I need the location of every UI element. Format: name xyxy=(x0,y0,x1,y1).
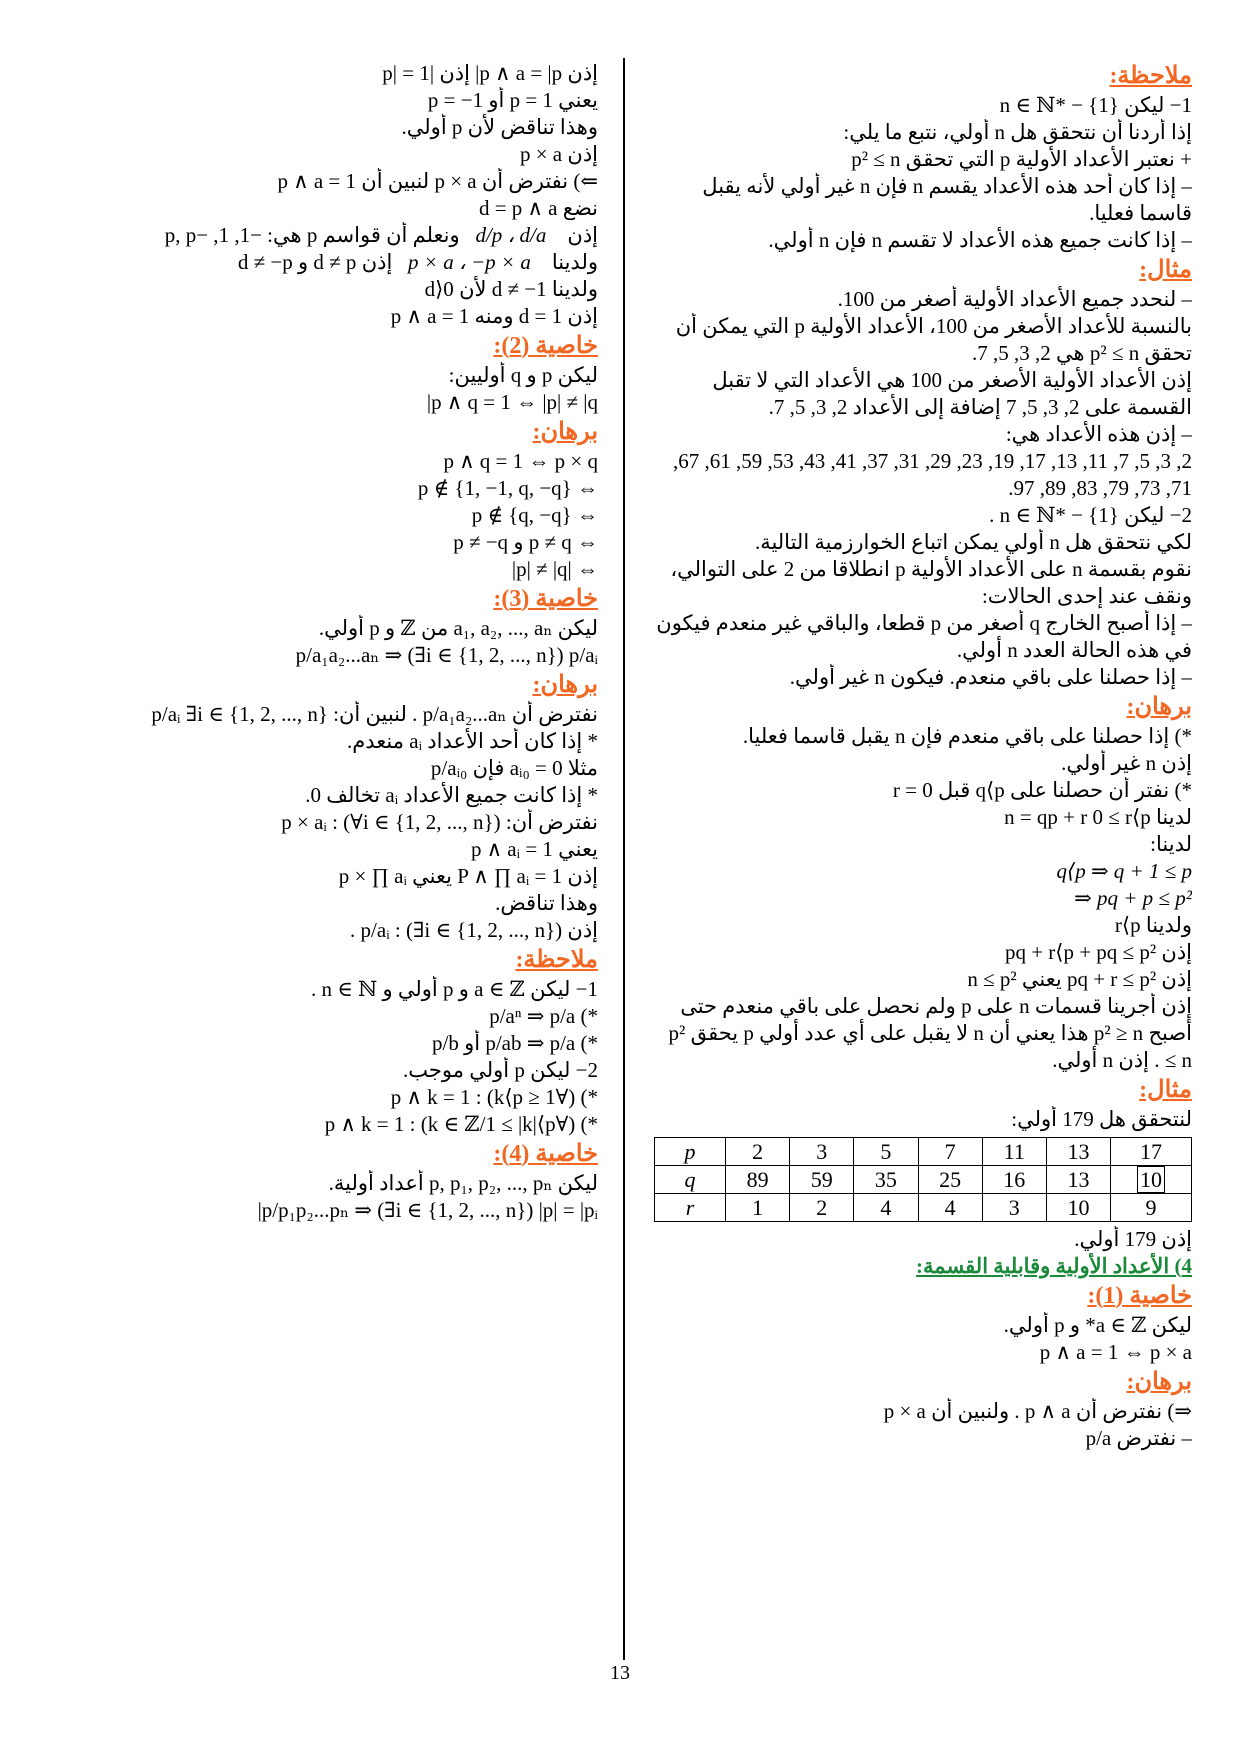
text-line: *) نفتر أن حصلنا على q⟨p قبل r = 0 xyxy=(892,778,1192,802)
text-line xyxy=(86,249,598,276)
system-brace: d/p ، d/a xyxy=(475,223,547,247)
text-line: ⇐) نفترض أن p × a لنبين أن p ∧ a = 1 xyxy=(277,169,598,193)
math-line: ⇔ p ∉ {q, −q} xyxy=(471,503,598,527)
left-column xyxy=(86,60,598,1224)
text-line: إذن 179 أولي. xyxy=(1074,1227,1192,1251)
text-line: إذن الأعداد الأولية الأصغر من 100 هي الأعداد التي لا تقبل القسمة على 2, 3, 5, 7 إضافة إلى الأعداد 2, 3, 5, 7. xyxy=(712,368,1192,419)
text-line: إذن p ∧ a = |p| إذن |p| = 1 xyxy=(382,61,598,85)
math-line: p/p₁p₂...pₙ ⇒ (∃i ∈ {1, 2, ..., n}) |p| = |pᵢ| xyxy=(257,1198,598,1222)
proof-heading: برهان: xyxy=(532,419,598,445)
text-line: – إذن هذه الأعداد هي: xyxy=(1005,422,1192,446)
table-cell: 59 xyxy=(790,1166,854,1194)
text-line: نفترض أن p/a₁a₂...aₙ . لنبين أن: p/aᵢ ∃i ∈ {1, 2, ..., n} xyxy=(151,702,598,726)
table-cell: 89 xyxy=(726,1166,790,1194)
text-line: ليكن p, p₁, p₂, ..., pₙ أعداد أولية. xyxy=(328,1171,598,1195)
text-line: وهذا تناقض لأن p أولي. xyxy=(401,115,598,139)
table-row xyxy=(655,1166,1192,1194)
table-cell: 2 xyxy=(726,1138,790,1166)
text-line: نفترض أن: p × aᵢ : (∀i ∈ {1, 2, ..., n}) xyxy=(281,810,598,834)
primes-list: 2, 3, 5, 7, 11, 13, 17, 19, 23, 29, 31, 37, 41, 43, 53, 59, 61, 67, 71, 73, 79, 83, 89, 97. xyxy=(673,449,1192,500)
text-line: ليكن a ∈ ℤ* و p أولي. xyxy=(1003,1313,1192,1337)
column-divider xyxy=(623,58,625,1660)
text-line: إذن p/aᵢ : (∃i ∈ {1, 2, ..., n}) . xyxy=(350,918,598,942)
text-line: إذن P ∧ ∏ aᵢ = 1 يعني p × ∏ aᵢ xyxy=(338,864,598,888)
text-line: 2− ليكن n ∈ ℕ* − {1} . xyxy=(989,503,1192,527)
example-heading: مثال: xyxy=(1139,257,1192,283)
text-line: إذا أردنا أن نتحقق هل n أولي، نتبع ما يلي: xyxy=(843,120,1192,144)
text-span: ونعلم أن قواسم p هي: −1, 1, −p, p xyxy=(164,223,460,247)
text-line: لنتحقق هل 179 أولي: xyxy=(1011,1107,1192,1131)
text-line: – نفترض p/a xyxy=(1085,1426,1192,1450)
math-line: p ∧ q = 1 ⇔ |p| ≠ |q| xyxy=(426,390,598,414)
text-line xyxy=(86,222,598,249)
text-line: ⇒) نفترض أن p ∧ a . ولنبين أن p × a xyxy=(883,1399,1192,1423)
page-number: 13 xyxy=(610,1662,630,1684)
text-line: يعني p ∧ aᵢ = 1 xyxy=(470,837,598,861)
math-line: ⇔ |p| ≠ |q| xyxy=(511,557,598,581)
text-span: إذن d ≠ p و d ≠ −p xyxy=(237,250,393,274)
text-line: *) p/ab ⇒ p/a أو p/b xyxy=(432,1031,598,1055)
text-line: – لنحدد جميع الأعداد الأولية أصغر من 100. xyxy=(837,287,1192,311)
text-line: ليكن p و q أوليين: xyxy=(448,363,598,387)
text-line: – إذا كانت جميع هذه الأعداد لا تقسم n فإن n أولي. xyxy=(768,228,1192,252)
table-cell: 5 xyxy=(854,1138,918,1166)
text-line: *) p/aⁿ ⇒ p/a xyxy=(489,1004,598,1028)
text-line: ولدينا r⟨p xyxy=(1114,913,1192,937)
text-line: *) إذا حصلنا على باقي منعدم فإن n يقبل قاسما فعليا. xyxy=(742,724,1192,748)
table-label: q xyxy=(655,1166,726,1194)
property-heading: خاصية (3): xyxy=(493,586,598,612)
text-line: ليكن a₁, a₂, ..., aₙ من ℤ و p أولي. xyxy=(318,616,598,640)
table-cell: 4 xyxy=(854,1194,918,1222)
table-cell: 9 xyxy=(1111,1194,1192,1222)
text-line: نقوم بقسمة n على الأعداد الأولية p انطلاقا من 2 على التوالي، ونقف عند إحدى الحالات: xyxy=(670,557,1192,608)
proof-heading: برهان: xyxy=(1126,694,1192,720)
property-heading: خاصية (1): xyxy=(1087,1283,1192,1309)
table-cell: 10 xyxy=(1046,1194,1110,1222)
text-line: – إذا كان أحد هذه الأعداد يقسم n فإن n غير أولي لأنه يقبل قاسما فعليا. xyxy=(702,174,1192,225)
table-row xyxy=(655,1194,1192,1222)
text-line: بالنسبة للأعداد الأصغر من 100، الأعداد الأولية p التي يمكن أن تحقق p² ≤ n هي 2, 3, 5, 7. xyxy=(675,314,1192,365)
text-line: ولدينا d ≠ −1 لأن d⟩0 xyxy=(424,277,598,301)
table-row xyxy=(655,1138,1192,1166)
math-line: q⟨p ⇒ q + 1 ≤ p xyxy=(1056,859,1192,883)
math-line: ⇒ pq + p ≤ p² xyxy=(1074,886,1192,910)
table-cell: 3 xyxy=(790,1138,854,1166)
table-cell: 3 xyxy=(982,1194,1046,1222)
property-heading: خاصية (2): xyxy=(493,333,598,359)
table-cell: 25 xyxy=(918,1166,982,1194)
division-table xyxy=(654,1137,1192,1222)
table-cell xyxy=(1111,1166,1192,1194)
text-line: إذن pq + r⟨p + pq ≤ p² xyxy=(1004,940,1192,964)
proof-heading: برهان: xyxy=(1126,1369,1192,1395)
text-line: مثلا aᵢ₀ = 0 فإن p/aᵢ₀ xyxy=(430,756,598,780)
example-heading: مثال: xyxy=(1139,1077,1192,1103)
text-line: إذن أجرينا قسمات n على p ولم نحصل على باقي منعدم حتى أصبح p² ≥ n هذا يعني أن n لا يقبل على أي عدد أولي p يحقق p² ≤ n . إذن n أولي. xyxy=(668,994,1192,1072)
text-line: + نعتبر الأعداد الأولية p التي تحقق p² ≤ n xyxy=(851,147,1192,171)
text-line: – إذا حصلنا على باقي منعدم. فيكون n غير أولي. xyxy=(789,665,1192,689)
text-span: إذن xyxy=(567,223,598,247)
table-cell: 17 xyxy=(1111,1138,1192,1166)
text-line: *) (∀1 ≤ k⟨p) : p ∧ k = 1 xyxy=(390,1085,598,1109)
text-line: *) (∀k ∈ ℤ/1 ≤ |k|⟨p) : p ∧ k = 1 xyxy=(324,1112,598,1136)
table-cell: 16 xyxy=(982,1166,1046,1194)
table-cell: 13 xyxy=(1046,1166,1110,1194)
text-line: يعني p = 1 أو p = −1 xyxy=(427,88,598,112)
text-line: وهذا تناقض. xyxy=(495,891,598,915)
text-line: إذن d = 1 ومنه p ∧ a = 1 xyxy=(390,304,598,328)
text-line: لدينا: xyxy=(1150,832,1192,856)
system-brace: p × a ، −p × a xyxy=(408,250,531,274)
table-cell: 2 xyxy=(790,1194,854,1222)
table-cell: 1 xyxy=(726,1194,790,1222)
math-line: p/a₁a₂...aₙ ⇒ (∃i ∈ {1, 2, ..., n}) p/aᵢ xyxy=(295,643,598,667)
proof-heading: برهان: xyxy=(532,672,598,698)
table-label: p xyxy=(655,1138,726,1166)
text-line: * إذا كانت جميع الأعداد aᵢ تخالف 0. xyxy=(305,783,598,807)
note-heading: ملاحظة: xyxy=(1109,63,1192,89)
table-cell: 11 xyxy=(982,1138,1046,1166)
boxed-value: 10 xyxy=(1137,1166,1165,1193)
table-cell: 13 xyxy=(1046,1138,1110,1166)
note-heading: ملاحظة: xyxy=(515,947,598,973)
text-line: – إذا أصبح الخارج q أصغر من p قطعا، والباقي غير منعدم فيكون في هذه الحالة العدد n أولي. xyxy=(656,611,1192,662)
text-line: * إذا كان أحد الأعداد aᵢ منعدم. xyxy=(347,729,598,753)
table-label: r xyxy=(655,1194,726,1222)
section-heading: 4) الأعداد الأولية وقابلية القسمة: xyxy=(916,1254,1192,1278)
math-line: p ∧ a = 1 ⇔ p × a xyxy=(1039,1340,1192,1364)
text-line: إذن p × a xyxy=(519,142,598,166)
math-line: ⇔ p ∉ {1, −1, q, −q} xyxy=(417,476,598,500)
text-line: لكي نتحقق هل n أولي يمكن اتباع الخوارزمية التالية. xyxy=(754,530,1192,554)
table-cell: 4 xyxy=(918,1194,982,1222)
right-column xyxy=(652,60,1192,1452)
text-line: 2− ليكن p أولي موجب. xyxy=(403,1058,598,1082)
table-cell: 7 xyxy=(918,1138,982,1166)
text-line: إذن n غير أولي. xyxy=(1061,751,1192,775)
math-line: p ∧ q = 1 ⇔ p × q xyxy=(443,449,598,473)
text-line: لدينا n = qp + r 0 ≤ r⟨p xyxy=(1004,805,1192,829)
text-line: 1− ليكن n ∈ ℕ* − {1} xyxy=(999,93,1192,117)
text-span: ولدينا xyxy=(551,250,598,274)
text-line: نضع d = p ∧ a xyxy=(478,196,598,220)
table-cell: 35 xyxy=(854,1166,918,1194)
text-line: 1− ليكن a ∈ ℤ و p أولي و n ∈ ℕ . xyxy=(310,977,598,1001)
property-heading: خاصية (4): xyxy=(493,1141,598,1167)
math-line: ⇔ p ≠ q و p ≠ −q xyxy=(453,530,598,554)
text-line: إذن pq + r ≤ p² يعني n ≤ p² xyxy=(967,967,1192,991)
